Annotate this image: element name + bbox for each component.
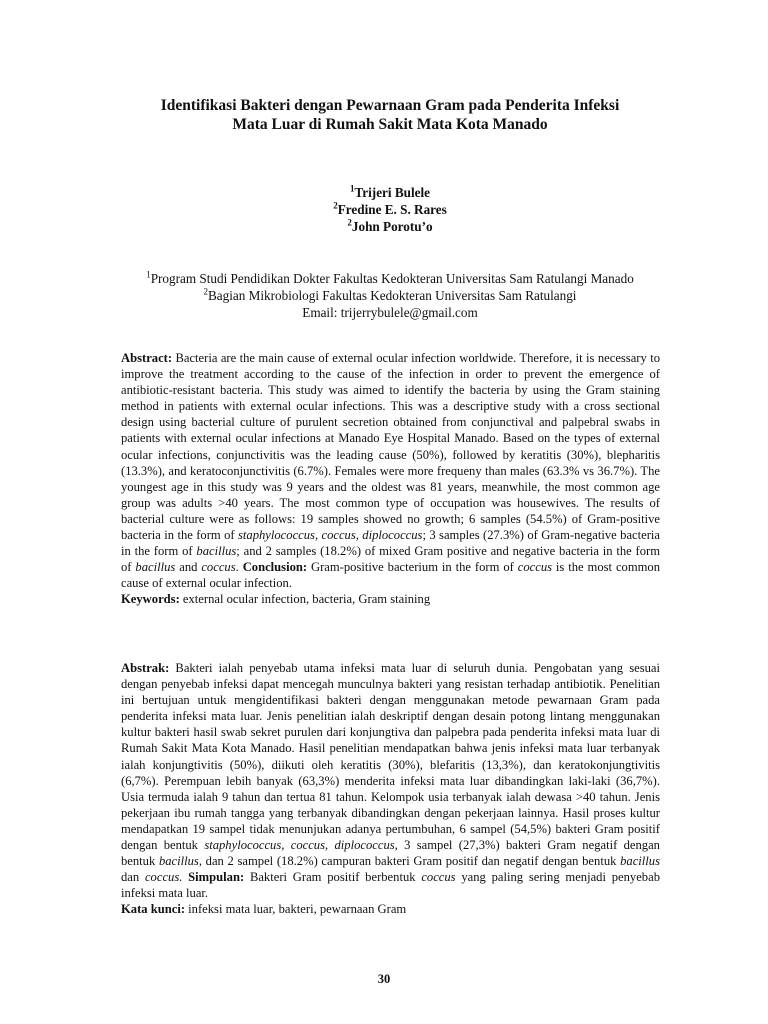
affiliation-1 xyxy=(60,270,720,287)
affiliation-1-sup: 1 xyxy=(146,269,151,280)
abstract-id-species-1: staphylococcus, coccus xyxy=(204,838,325,853)
abstract-en-text-1: Bacteria are the main cause of external ocular infection worldwide. Therefore, it is necessary to improve the treatment according to the cause of the infection in order to prevent the emergence of antibiotic-resistant bacteria. This study was aimed to identify the bacteria by using the Gram staining method in patients with external ocular infections. This was a descriptive study with a cross sectional design using bacterial culture of purulent secretion obtained from conjunctival and palpebral swabs in patients with external ocular infections at Manado Eye Hospital Manado. Based on the types of external ocular infections, conjunctivitis was the leading cause (50%), followed by keratitis (30%), blepharitis (13.3%), and keratoconjunctivitis (6.7%). Females were more frequeny than males (63.3% vs 36.7%). The youngest age in this study was 9 years and the oldest was 81 years, meanwhile, the most common age group was adults >40 years. The most common type of occupation was housewives. The results of bacterial culture were as follows: 19 samples showed no growth; 6 samples (54.5%) of Gram-positive bacteria in the form of xyxy=(121,351,660,543)
abstract-id-species-2: diplococcus, xyxy=(334,838,398,853)
abstract-en-body xyxy=(121,350,660,591)
abstract-id-species-3: bacillus xyxy=(158,854,199,869)
abstract-id-conclusion-label: Simpulan: xyxy=(188,870,245,885)
abstract-en-text-6: Gram-positive bacterium in the form of xyxy=(307,560,518,575)
abstract-en-text-7: is the most common cause of external ocular infection. xyxy=(121,560,661,591)
affiliation-2-text: Bagian Mikrobiologi Fakultas Kedokteran Universitas Sam Ratulangi xyxy=(208,288,577,303)
author-3-sup: 2 xyxy=(347,217,352,228)
author-2-sup: 2 xyxy=(333,200,338,211)
author-2 xyxy=(100,201,680,218)
abstract-en-species-4: coccus xyxy=(201,560,236,575)
abstract-en-text-5: . xyxy=(235,560,243,575)
author-1-name: Trijeri Bulele xyxy=(354,185,431,200)
abstract-en-species-2: bacillus xyxy=(196,544,237,559)
affiliations xyxy=(60,270,720,321)
abstract-id-text-2: , xyxy=(325,838,335,853)
affiliation-1-text: Program Studi Pendidikan Dokter Fakultas Kedokteran Universitas Sam Ratulangi Manado xyxy=(150,271,634,286)
abstract-en-species-1: staphylococcus, coccus, diplococcus xyxy=(238,528,423,543)
abstract-id-label: Abstrak: xyxy=(121,661,170,675)
kata-kunci-text: infeksi mata luar, bakteri, pewarnaan Gram xyxy=(185,902,407,917)
abstract-id-species-5: coccus. xyxy=(144,870,183,885)
author-1-sup: 1 xyxy=(349,183,355,194)
author-list xyxy=(100,184,680,235)
keywords-label: Keywords: xyxy=(121,592,180,607)
page-number: 30 xyxy=(377,972,391,986)
abstract-en-keywords xyxy=(121,591,660,607)
abstract-id-text-3: 3 sampel (27,3%) bakteri Gram negatif dengan bentuk xyxy=(121,838,660,869)
author-3-name: John Porotu’o xyxy=(351,219,433,234)
abstract-id-text-5: dan xyxy=(121,870,145,885)
abstract-id-body xyxy=(121,660,660,901)
abstract-id-text-4: , dan 2 sampel (18.2%) campuran bakteri Gram positif dan negatif dengan bentuk xyxy=(198,854,621,869)
abstract-en-species-3: bacillus xyxy=(135,560,176,575)
abstract-id-keywords xyxy=(121,901,660,917)
abstract-en-text-3: ; and 2 samples (18.2%) of mixed Gram positive and negative bacteria in the form of xyxy=(121,544,661,575)
abstract-indonesian xyxy=(121,660,660,918)
paper-title xyxy=(100,96,680,134)
title-line-2: Mata Luar di Rumah Sakit Mata Kota Manado xyxy=(232,116,548,133)
abstract-en-text-4: and xyxy=(175,560,202,575)
abstract-id-text-8: yang paling sering menjadi penyebab infeksi mata luar. xyxy=(121,870,660,901)
affiliation-2 xyxy=(60,287,720,304)
abstract-en-label: Abstract: xyxy=(121,351,173,365)
abstract-en-text-2: ; 3 samples (27.3%) of Gram-negative bacteria in the form of xyxy=(121,528,660,559)
author-2-name: Fredine E. S. Rares xyxy=(337,202,447,217)
affiliation-2-sup: 2 xyxy=(203,286,209,297)
abstract-en-conclusion-label: Conclusion: xyxy=(242,560,308,575)
author-1 xyxy=(100,184,680,201)
abstract-id-species-6: coccus xyxy=(421,870,456,885)
abstract-en-species-5: coccus xyxy=(517,560,553,575)
author-email: Email: trijerrybulele@gmail.com xyxy=(302,305,478,320)
abstract-id-text-1: Bakteri ialah penyebab utama infeksi mata luar di seluruh dunia. Pengobatan yang sesuai dengan penyebab infeksi dapat mencegah munculnya bakteri yang resistan terhadap antibiotik. Penelitian ini bertujuan untuk mengidentifikasi bakteri dengan menggunakan metode pewarnaan Gram pada penderita infeksi mata luar. Jenis penelitian ialah deskriptif dengan desain potong lintang menggunakan kultur bakteri hasil swab sekret purulen dari konjungtiva dan palpebra pada penderita infeksi mata luar di Rumah Sakit Mata Kota Manado. Hasil penelitian mendapatkan bahwa jenis infeksi mata luar terbanyak ialah konjungtivitis (50%), diikuti oleh keratitis (30%), blefaritis (13,3%), dan keratokonjungtivitis (6,7%). Perempuan lebih banyak (63,3%) menderita infeksi mata luar dibandingkan laki-laki (36,7%). Usia termuda ialah 9 tahun dan tertua 81 tahun. Kelompok usia terbanyak ialah dewasa >40 tahun. Jenis pekerjaan ibu rumah tangga yang terbanyak dibandingkan dengan pekerjaan lainnya. Hasil proses kultur mendapatkan 19 sampel tidak menunjukan adanya pertumbuhan, 6 sampel (54,5%) bakteri Gram positif dengan bentuk xyxy=(121,661,660,853)
author-3 xyxy=(100,218,680,235)
abstract-id-species-4: bacillus xyxy=(620,854,660,869)
abstract-id-text-7: Bakteri Gram positif berbentuk xyxy=(244,870,422,885)
kata-kunci-label: Kata kunci: xyxy=(121,902,186,917)
abstract-english xyxy=(121,350,660,608)
title-line-1: Identifikasi Bakteri dengan Pewarnaan Gram pada Penderita Infeksi xyxy=(160,97,620,114)
keywords-text: external ocular infection, bacteria, Gram staining xyxy=(179,592,431,607)
